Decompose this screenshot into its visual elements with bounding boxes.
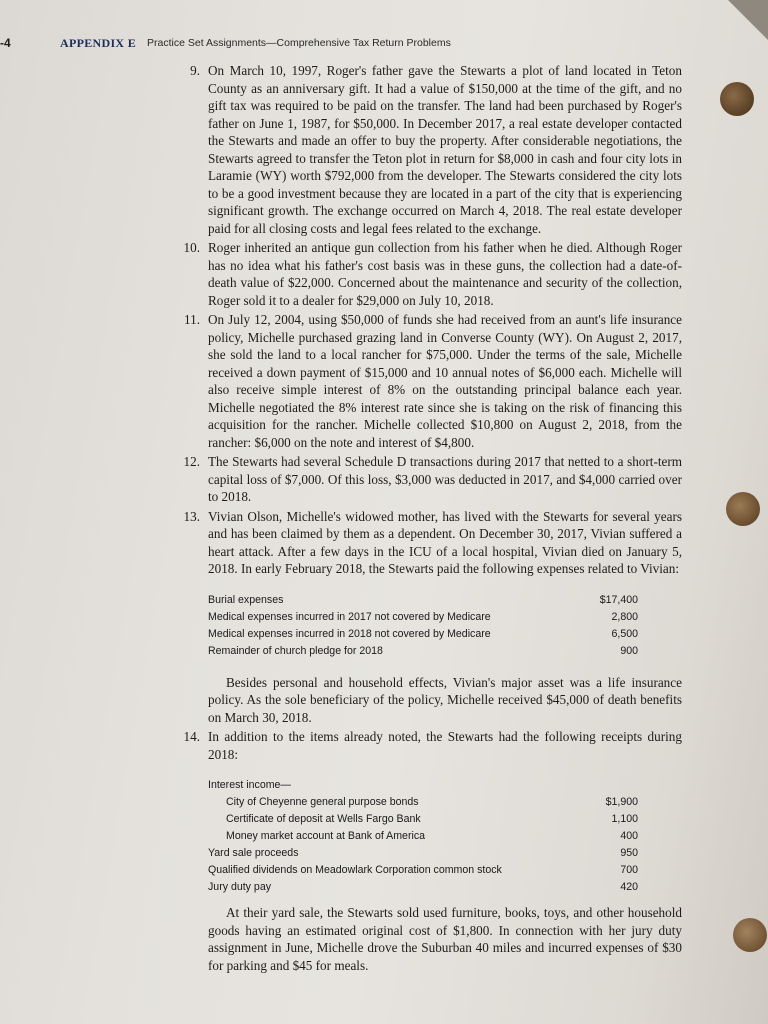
table-row — [208, 879, 638, 896]
item-text: In addition to the items already noted, the Stewarts had the following receipts during 2018: — [208, 729, 682, 762]
binder-hole — [726, 492, 760, 526]
row-label: Burial expenses — [208, 593, 284, 606]
item-number: 10. — [183, 240, 200, 255]
item-text: On March 10, 1997, Roger's father gave the Stewarts a plot of land located in Teton County as an anniversary gift. It had a value of $150,000 at the time of the gift, and no gift tax was required to be paid on the transfer. The land had been purchased by Roger's father on June 1, 1987, for $50,000. In December 2017, a real estate developer contacted the Stewarts and made an offer to buy the property. After considerable negotiations, the Stewarts agreed to transfer the Teton plot in return for $8,000 in cash and four city lots in Laramie (WY) worth $792,000 from the developer. The Stewarts considered the city lots to be a good investment because they are located in a part of the city that is experiencing significant growth. The exchange occurred on March 4, 2018. The real estate developer paid for all closing costs and legal fees related to the exchange. — [208, 63, 682, 236]
table-row — [208, 828, 638, 845]
item-number: 14. — [183, 729, 200, 744]
item-number: 13. — [183, 508, 200, 524]
page-header — [0, 36, 600, 54]
table-row — [208, 794, 638, 811]
row-label: Remainder of church pledge for 2018 — [208, 644, 383, 657]
receipts-table — [208, 777, 638, 896]
row-amount: 1,100 — [611, 813, 638, 825]
item-text: Roger inherited an antique gun collection from his father when he died. Although Roger has no idea what his father's cost basis was in these guns, the collection had a date-of-death value of $22,000. Concerned about the maintenance and security of the collection, Roger sold it to a dealer for $29,000 on July 10, 2018. — [208, 240, 682, 308]
row-amount: $1,900 — [605, 796, 638, 808]
list-item — [170, 62, 682, 237]
table-row — [208, 592, 638, 609]
table-row — [208, 862, 638, 879]
row-amount: 950 — [620, 847, 638, 859]
table-row — [208, 609, 638, 626]
table-row — [208, 626, 638, 643]
appendix-label: APPENDIX E — [60, 36, 137, 50]
list-item — [170, 239, 682, 309]
row-amount: 2,800 — [611, 610, 638, 623]
row-label: Certificate of deposit at Wells Fargo Bank — [226, 813, 421, 825]
row-label: Jury duty pay — [208, 881, 272, 893]
row-label: Medical expenses incurred in 2018 not covered by Medicare — [208, 627, 491, 640]
item-text: On July 12, 2004, using $50,000 of funds she had received from an aunt's life insurance policy, Michelle purchased grazing land in Converse County (WY). On August 2, 2017, she sold the land to a local rancher for $75,000. Under the terms of the sale, Michelle received a down payment of $15,000 and 10 annual notes of $6,000 each. Michelle will also receive simple interest of 8% on the outstanding principal balance each year. Michelle negotiated the 8% interest rate since she is taking on the risk of financing this acquisition for the rancher. Michelle collected $10,800 on August 2, 2018, from the rancher: $6,000 on the note and interest of $4,800. — [208, 312, 682, 450]
header-title: Practice Set Assignments—Comprehensive Tax Return Problems — [147, 37, 451, 49]
row-label: Interest income— — [208, 779, 292, 791]
page-number: -4 — [0, 36, 11, 50]
table-heading — [208, 777, 638, 794]
list-item — [170, 311, 682, 451]
expenses-table — [208, 592, 638, 660]
row-amount: $17,400 — [599, 593, 638, 606]
row-label: Medical expenses incurred in 2017 not covered by Medicare — [208, 610, 491, 623]
item-text: The Stewarts had several Schedule D transactions during 2017 that netted to a short-term capital loss of $7,000. Of this loss, $3,000 was deducted in 2017, and $4,000 carried over to 2018. — [208, 454, 682, 504]
item-number: 11. — [184, 312, 200, 327]
row-amount: 400 — [620, 830, 638, 842]
table-row — [208, 811, 638, 828]
table-row — [208, 845, 638, 862]
binder-hole — [720, 82, 754, 116]
row-amount: 900 — [620, 644, 638, 657]
row-amount: 700 — [620, 864, 638, 876]
binder-hole — [733, 918, 767, 952]
row-amount: 6,500 — [611, 627, 638, 640]
row-label: Yard sale proceeds — [208, 847, 299, 859]
item-number: 12. — [183, 454, 200, 469]
page-corner-fold — [728, 0, 768, 40]
paragraph: Besides personal and household effects, Vivian's major asset was a life insurance policy. As the sole beneficiary of the policy, Michelle received $45,000 of death benefits on March 30, 2018. — [208, 674, 682, 725]
item-text: Vivian Olson, Michelle's widowed mother, has lived with the Stewarts for several years and has been claimed by them as a dependent. On December 30, 2017, Vivian suffered a heart attack. After a few days in the ICU of a local hospital, Vivian died on January 5, 2018. In early February 2018, the Stewarts paid the following expenses related to Vivian: — [208, 508, 682, 576]
paragraph: At their yard sale, the Stewarts sold used furniture, books, toys, and other household goods having an estimated original cost of $1,800. In connection with her jury duty assignment in June, Michelle drove the Suburban 40 miles and incurred expenses of $30 for parking and $45 for meals. — [208, 905, 682, 973]
table-row — [208, 643, 638, 660]
item-number: 9. — [190, 63, 200, 78]
row-amount: 420 — [620, 881, 638, 893]
problem-list — [170, 62, 682, 976]
list-item — [170, 453, 682, 506]
row-label: City of Cheyenne general purpose bonds — [226, 796, 419, 808]
row-label: Money market account at Bank of America — [226, 830, 426, 842]
list-item — [170, 508, 682, 727]
list-item — [170, 728, 682, 974]
row-label: Qualified dividends on Meadowlark Corporation common stock — [208, 864, 502, 876]
